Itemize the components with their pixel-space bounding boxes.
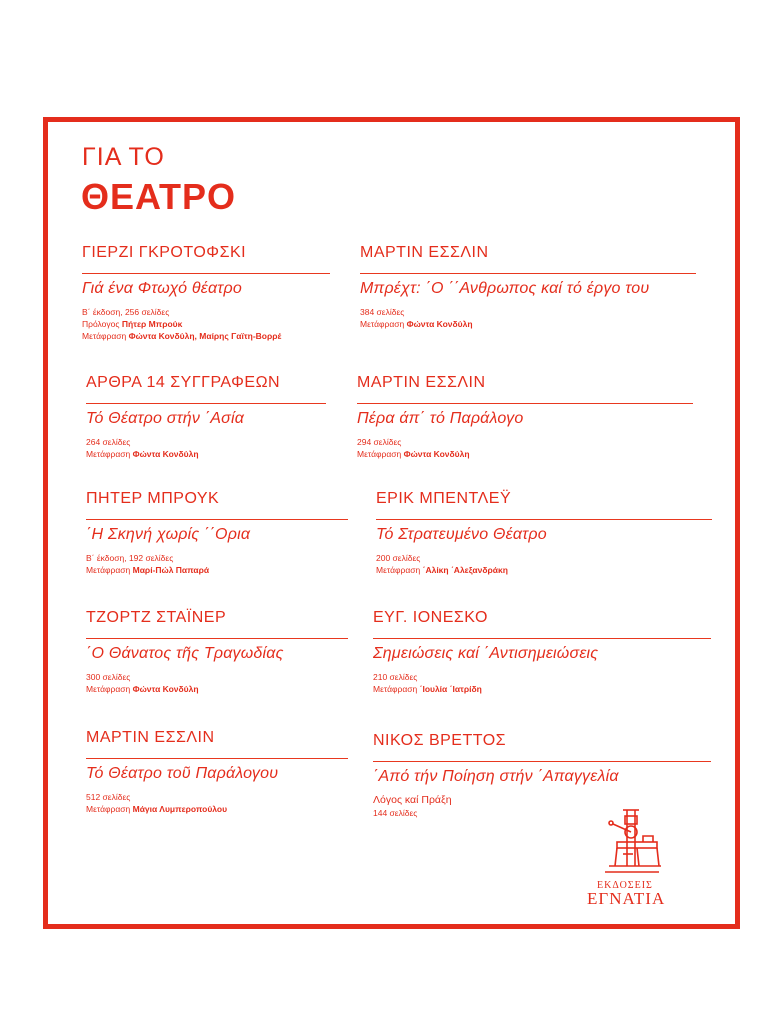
book-entry [86, 490, 348, 576]
book-author: ΕΡΙΚ ΜΠΕΝΤΛΕΫ [376, 490, 512, 507]
logo-subtitle: ΕΚΔΟΣΕΙΣ [597, 880, 653, 891]
divider [373, 761, 711, 762]
printing-press-icon [603, 806, 661, 878]
book-details [86, 671, 348, 695]
detail-label: 210 σελίδες [373, 672, 418, 682]
book-title: ΄Από τήν Ποίηση στήν ΄Απαγγελία [373, 768, 619, 785]
detail-value: Φώντα Κονδύλη [132, 684, 199, 694]
detail-label: Β΄ έκδοση, 192 σελίδες [86, 553, 174, 563]
detail-line [86, 671, 348, 683]
divider [360, 273, 696, 274]
logo-name: ΕΓΝΑΤΙΑ [587, 889, 666, 908]
detail-label: Μετάφραση [82, 331, 129, 341]
book-details [86, 791, 348, 815]
book-title: ΄Ο Θάνατος τῆς Τραγωδίας [86, 645, 284, 662]
detail-label: 144 σελίδες [373, 808, 418, 818]
detail-line [360, 318, 696, 330]
detail-line [86, 803, 348, 815]
detail-label: Μετάφραση [86, 565, 133, 575]
book-entry [86, 374, 326, 460]
book-title: Μπρέχτ: ΄Ο ΄΄Ανθρωπος καί τό έργο του [360, 280, 650, 297]
divider [82, 273, 330, 274]
detail-line [82, 318, 330, 330]
detail-label: Β΄ έκδοση, 256 σελίδες [82, 307, 170, 317]
detail-label: 264 σελίδες [86, 437, 131, 447]
detail-line [357, 436, 693, 448]
detail-line [376, 564, 712, 576]
detail-line [373, 683, 711, 695]
detail-line [376, 552, 712, 564]
detail-label: Πρόλογος [82, 319, 122, 329]
book-title: ΄Η Σκηνή χωρίς ΄΄Ορια [86, 526, 251, 543]
book-entry [82, 244, 330, 342]
detail-value: ΄Αλίκη ΄Αλεξανδράκη [422, 565, 508, 575]
book-title: Τό Θέατρο στήν ΄Ασία [86, 410, 245, 427]
detail-label: Μετάφραση [86, 684, 133, 694]
detail-label: 384 σελίδες [360, 307, 405, 317]
book-details [373, 671, 711, 695]
detail-line [357, 448, 693, 460]
detail-label: Μετάφραση [360, 319, 407, 329]
book-entry [373, 609, 711, 695]
detail-line [82, 306, 330, 318]
book-author: ΝΙΚΟΣ ΒΡΕΤΤΟΣ [373, 732, 507, 749]
book-author: ΜΑΡΤΙΝ ΕΣΣΛΙΝ [360, 244, 489, 261]
divider [86, 638, 348, 639]
detail-line [86, 683, 348, 695]
book-entry [86, 729, 348, 815]
book-author: ΓΙΕΡΖΙ ΓΚΡΟΤΟΦΣΚΙ [82, 244, 247, 261]
book-entry [86, 609, 348, 695]
book-author: ΑΡΘΡΑ 14 ΣΥΓΓΡΑΦΕΩΝ [86, 374, 281, 391]
divider [86, 758, 348, 759]
detail-value: ΄Ιουλία ΄Ιατρίδη [419, 684, 482, 694]
detail-value: Φώντα Κονδύλη [406, 319, 473, 329]
book-details [86, 552, 348, 576]
book-author: ΜΑΡΤΙΝ ΕΣΣΛΙΝ [86, 729, 215, 746]
book-details [376, 552, 712, 576]
detail-value: Φώντα Κονδύλη [132, 449, 199, 459]
book-entry [376, 490, 712, 576]
detail-line [86, 564, 348, 576]
book-entry [357, 374, 693, 460]
detail-value: Μάγια Λυμπεροπούλου [132, 804, 228, 814]
divider [357, 403, 693, 404]
divider [376, 519, 712, 520]
detail-line [82, 330, 330, 342]
book-title: Τό Θέατρο τοῦ Παράλογου [86, 765, 279, 782]
detail-line [86, 791, 348, 803]
book-entry [360, 244, 696, 330]
detail-value: Μαρί-Πώλ Παπαρά [132, 565, 210, 575]
book-title: Γιά ένα Φτωχό θέατρο [82, 280, 242, 297]
book-details [82, 306, 330, 342]
heading-title: ΘΕΑΤΡΟ [81, 176, 237, 217]
book-title: Σημειώσεις καί ΄Αντισημειώσεις [373, 645, 599, 662]
book-details [360, 306, 696, 330]
book-author: ΤΖΟΡΤΖ ΣΤΑΪΝΕΡ [86, 609, 227, 626]
detail-line [86, 448, 326, 460]
detail-label: Μετάφραση [376, 565, 423, 575]
detail-value: Πήτερ Μπρούκ [121, 319, 183, 329]
heading-line1: ΓΙΑ ΤΟ [82, 143, 165, 171]
detail-line [86, 436, 326, 448]
book-details [86, 436, 326, 460]
book-title: Πέρα άπ΄ τό Παράλογο [357, 410, 524, 427]
detail-value: Φώντα Κονδύλη [403, 449, 470, 459]
divider [86, 403, 326, 404]
divider [373, 638, 711, 639]
book-author: ΠΗΤΕΡ ΜΠΡΟΥΚ [86, 490, 220, 507]
detail-label: 512 σελίδες [86, 792, 131, 802]
book-details [357, 436, 693, 460]
detail-line [360, 306, 696, 318]
detail-label: Μετάφραση [373, 684, 420, 694]
detail-label: 294 σελίδες [357, 437, 402, 447]
detail-label: Μετάφραση [86, 804, 133, 814]
detail-label: Μετάφραση [86, 449, 133, 459]
divider [86, 519, 348, 520]
detail-label: Μετάφραση [357, 449, 404, 459]
detail-line [86, 552, 348, 564]
book-title: Τό Στρατευμένο Θέατρο [376, 526, 547, 543]
book-author: ΕΥΓ. ΙΟΝΕΣΚΟ [373, 609, 488, 626]
detail-line [373, 671, 711, 683]
detail-label: 300 σελίδες [86, 672, 131, 682]
detail-label: Λόγος καί Πράξη [373, 794, 452, 806]
book-author: ΜΑΡΤΙΝ ΕΣΣΛΙΝ [357, 374, 486, 391]
detail-label: 200 σελίδες [376, 553, 421, 563]
detail-value: Φώντα Κονδύλη, Μαίρης Γαϊτη-Βορρέ [128, 331, 282, 341]
publisher-logo [587, 806, 691, 909]
